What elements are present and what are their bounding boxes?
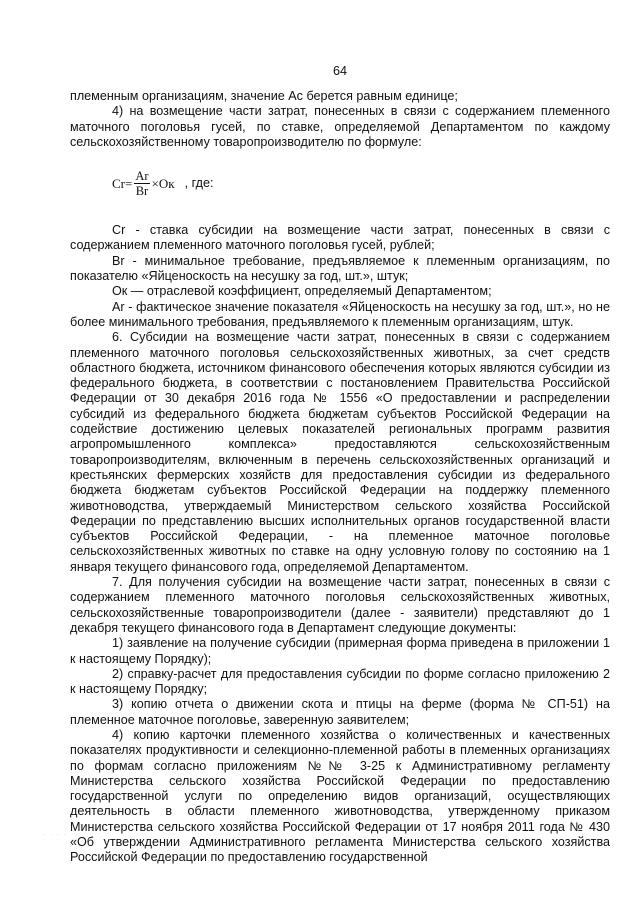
- paragraph-item-4: 4) на возмещение части затрат, понесенных в связи с содержанием племенного маточного поголовья гусей, по ставке, определяемой Департаментом по каждому сельскохозяйственному товаропроизводителю по формуле:: [70, 104, 610, 149]
- definition-cr: Cr - ставка субсидии на возмещение части затрат, понесенных в связи с содержанием племенного маточного поголовья гусей, рублей;: [70, 223, 610, 253]
- list-item-4: 4) копию карточки племенного хозяйства о количественных и качественных показателях продуктивности и селекционно-племенной работы в племенных организациях по формам согласно приложениям №№ 3-25 к Административному регламенту Министерства сельского хозяйства Российской Федерации по предоставлению государственной услуги по определению видов организаций, осуществляющих деятельность в области племенного животноводства, утвержденному приказом Министерства сельского хозяйства Российской Федерации от 17 ноября 2011 года № 430 «Об утверждении Административного регламента Министерства сельского хозяйства Российской Федерации по предоставлению государственной: [70, 727, 610, 865]
- formula-numerator: Ar: [135, 168, 149, 183]
- formula-suffix: , где:: [184, 175, 214, 190]
- paragraph-continuation: племенным организациям, значение Ас берется равным единице;: [70, 89, 458, 103]
- formula-fraction: [134, 169, 149, 198]
- paragraph-section-7: 7. Для получения субсидии на возмещение части затрат, понесенных в связи с содержанием племенного маточного поголовья сельскохозяйственных животных, сельскохозяйственные товаропроизводители (далее - заявители) представляют до 1 декабря текущего финансового года в Департамент следующие документы:: [70, 575, 610, 635]
- definition-ok: Oк — отраслевой коэффициент, определяемый Департаментом;: [112, 284, 492, 299]
- definition-ar: Ar - фактическое значение показателя «Яйценоскость на несушку за год, шт.», но не более минимального требования, предъявляемого к племенным организациям, штук.: [70, 299, 610, 329]
- list-item-3: 3) копию отчета о движении скота и птицы на ферме (форма № СП-51) на племенное маточное поголовье, заверенную заявителем;: [70, 697, 610, 727]
- formula-factor: Oк: [158, 175, 175, 191]
- formula-denominator: Br: [135, 183, 149, 198]
- scan-edge-mark: · · · · ·: [36, 830, 68, 839]
- list-item-2: 2) справку-расчет для предоставления субсидии по форме согласно приложению 2 к настоящему Порядку;: [70, 666, 610, 697]
- paragraph-section-6: 6. Субсидии на возмещение части затрат, понесенных в связи с содержанием племенного маточного поголовья сельскохозяйственных животных, за счет средств областного бюджета, источником финансового обеспечения которых являются субсидии из федерального бюджета, в соответствии с постановлением Правительства Российской Федерации от 30 декабря 2016 года № 1556 «О предоставлении и распределении субсидий из федерального бюджета бюджетам субъектов Российской Федерации на содействие достижению целевых показателей региональных программ развития агропромышленного комплекса» предоставляются сельскохозяйственным товаропроизводителям, включенным в перечень сельскохозяйственных организаций и крестьянских фермерских хозяйств для предоставления субсидии из федерального бюджета бюджетам субъектов Российской Федерации на поддержку племенного животноводства, утверждаемый Министерством сельского хозяйства Российской Федерации по представлению высших исполнительных органов государственной власти субъектов Российской Федерации, - на племенное маточное поголовье сельскохозяйственных животных по ставке на одну условную голову по состоянию на 1 января текущего финансового года, определяемой Департаментом.: [70, 330, 610, 574]
- document-page: [70, 0, 610, 905]
- list-item-1: 1) заявление на получение субсидии (примерная форма приведена в приложении 1 к настоящему Порядку);: [70, 636, 610, 666]
- definition-br: Br - минимальное требование, предъявляемое к племенным организациям, по показателю «Яйценоскость на несушку за год, шт.», штук;: [70, 253, 610, 284]
- formula-times: ×: [151, 175, 159, 191]
- formula: [112, 167, 610, 199]
- formula-lhs: Cr: [112, 175, 125, 191]
- page-number: 64: [332, 64, 347, 78]
- document-body: [70, 89, 610, 866]
- formula-equals: =: [125, 175, 133, 191]
